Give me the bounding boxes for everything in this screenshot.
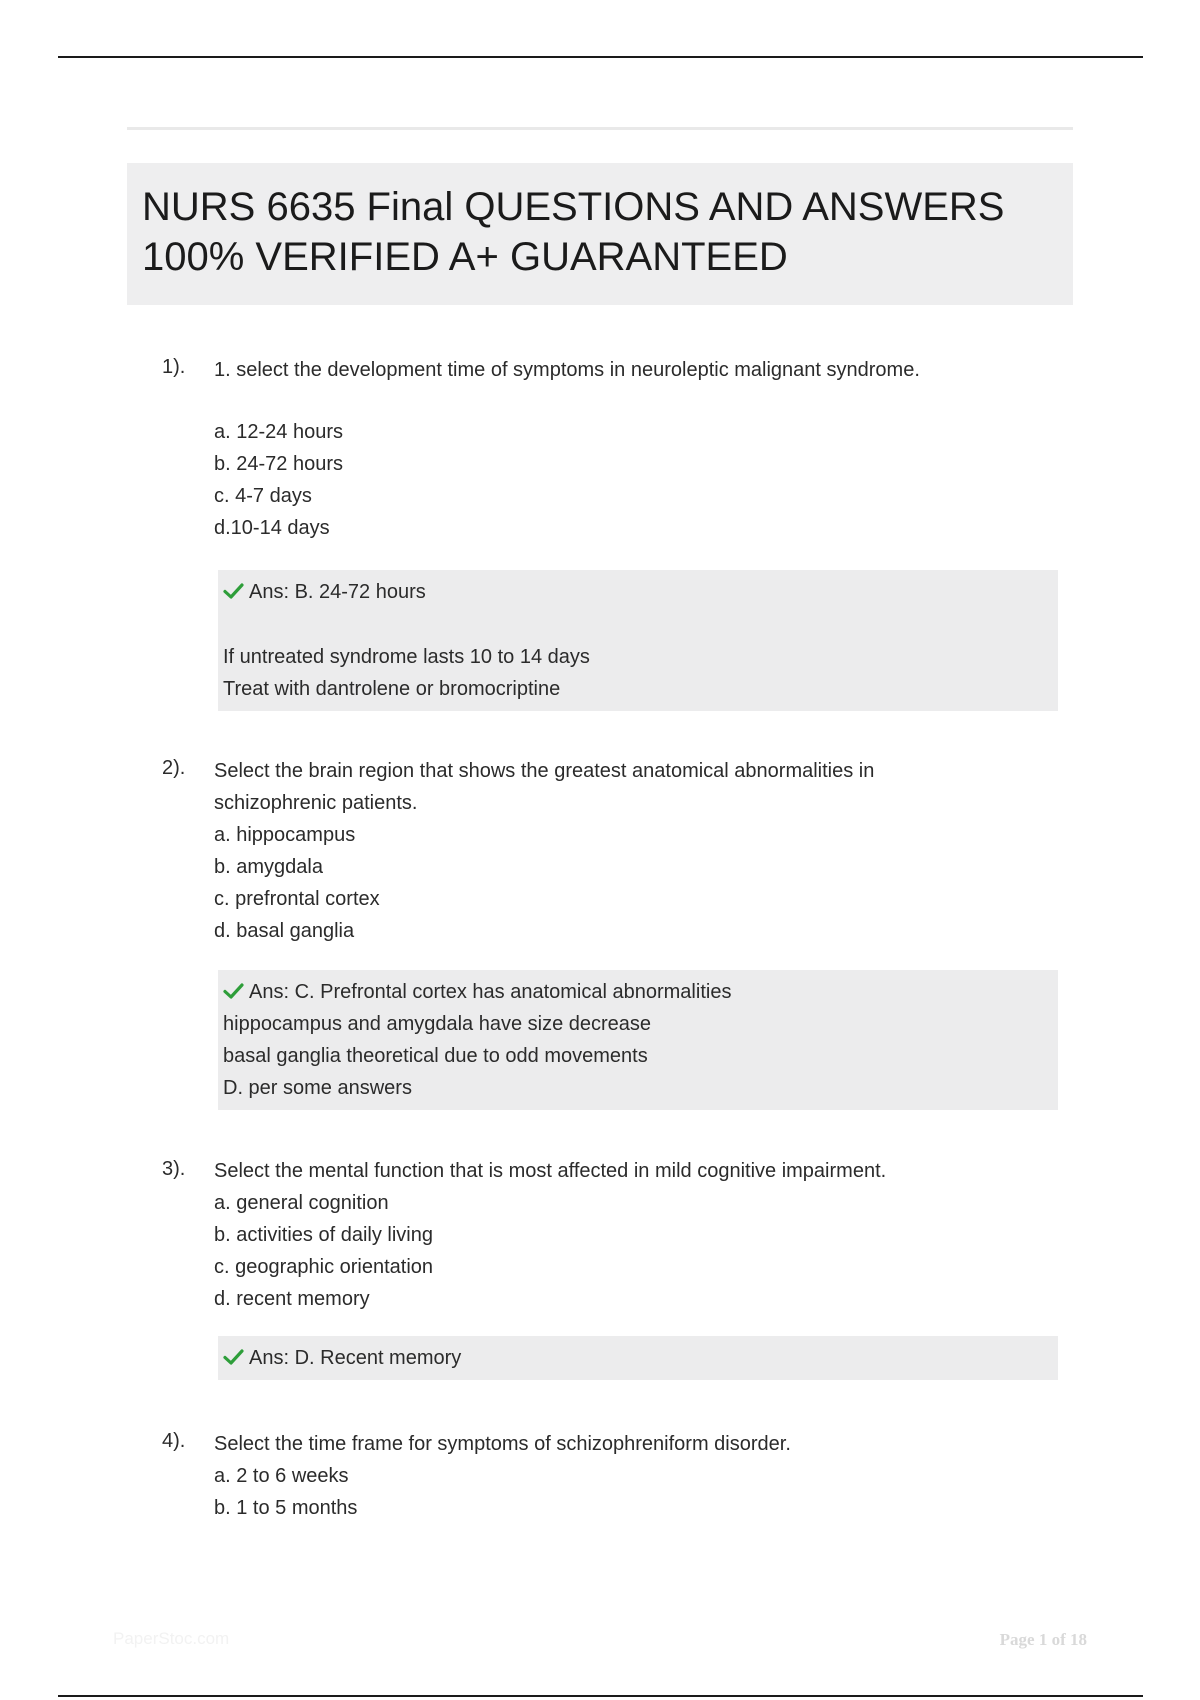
answer-line	[223, 576, 1053, 608]
answer-box-2	[218, 970, 1058, 1110]
question-text: 1. select the development time of symptoms in neuroleptic malignant syndrome.	[214, 359, 920, 381]
check-icon	[223, 1348, 244, 1366]
question-number: 4).	[162, 1430, 186, 1452]
explanation-line: If untreated syndrome lasts 10 to 14 days	[223, 646, 590, 668]
question-number: 1).	[162, 356, 186, 378]
title-divider	[127, 127, 1073, 130]
page-number: Page 1 of 18	[999, 1630, 1087, 1649]
option-b: b. activities of daily living	[214, 1224, 433, 1246]
answer-line	[223, 1342, 1053, 1374]
answer-detail: hippocampus and amygdala have size decrease	[223, 1013, 652, 1035]
question-text: Select the mental function that is most affected in mild cognitive impairment.	[214, 1160, 887, 1182]
option-c: c. 4-7 days	[214, 485, 312, 507]
option-d: d.10-14 days	[214, 517, 330, 539]
title-line-2: 100% VERIFIED A+ GUARANTEED	[142, 235, 788, 279]
option-c: c. prefrontal cortex	[214, 888, 380, 910]
answer-text: Ans: C. Prefrontal cortex has anatomical abnormalities	[249, 981, 732, 1003]
option-a: a. hippocampus	[214, 824, 356, 846]
option-a: a. 12-24 hours	[214, 421, 343, 443]
check-icon	[223, 982, 244, 1000]
answer-detail: D. per some answers	[223, 1077, 412, 1099]
watermark-text: PaperStoc.com	[113, 1629, 230, 1648]
answer-line	[223, 976, 1053, 1008]
question-text: schizophrenic patients.	[214, 792, 418, 814]
header-rule	[58, 56, 1143, 58]
answer-box-3	[218, 1336, 1058, 1380]
option-d: d. recent memory	[214, 1288, 370, 1310]
question-2	[214, 755, 1064, 947]
answer-text: Ans: D. Recent memory	[249, 1347, 462, 1369]
option-b: b. amygdala	[214, 856, 323, 878]
question-number: 2).	[162, 757, 186, 779]
option-a: a. 2 to 6 weeks	[214, 1465, 349, 1487]
option-b: b. 24-72 hours	[214, 453, 343, 475]
question-text: Select the time frame for symptoms of schizophreniform disorder.	[214, 1433, 791, 1455]
footer-rule	[58, 1695, 1143, 1697]
option-a: a. general cognition	[214, 1192, 389, 1214]
answer-text: Ans: B. 24-72 hours	[249, 581, 426, 603]
answer-detail: basal ganglia theoretical due to odd movements	[223, 1045, 648, 1067]
question-4	[214, 1428, 1064, 1524]
question-3	[214, 1155, 1064, 1315]
question-text: Select the brain region that shows the greatest anatomical abnormalities in	[214, 760, 875, 782]
answer-box-1	[218, 570, 1058, 711]
document-title	[127, 163, 1073, 305]
title-line-1: NURS 6635 Final QUESTIONS AND ANSWERS	[142, 185, 1005, 229]
option-c: c. geographic orientation	[214, 1256, 434, 1278]
explanation-line: Treat with dantrolene or bromocriptine	[223, 678, 561, 700]
option-d: d. basal ganglia	[214, 920, 355, 942]
question-1	[214, 354, 1064, 544]
option-b: b. 1 to 5 months	[214, 1497, 358, 1519]
check-icon	[223, 582, 244, 600]
question-number: 3).	[162, 1158, 186, 1180]
